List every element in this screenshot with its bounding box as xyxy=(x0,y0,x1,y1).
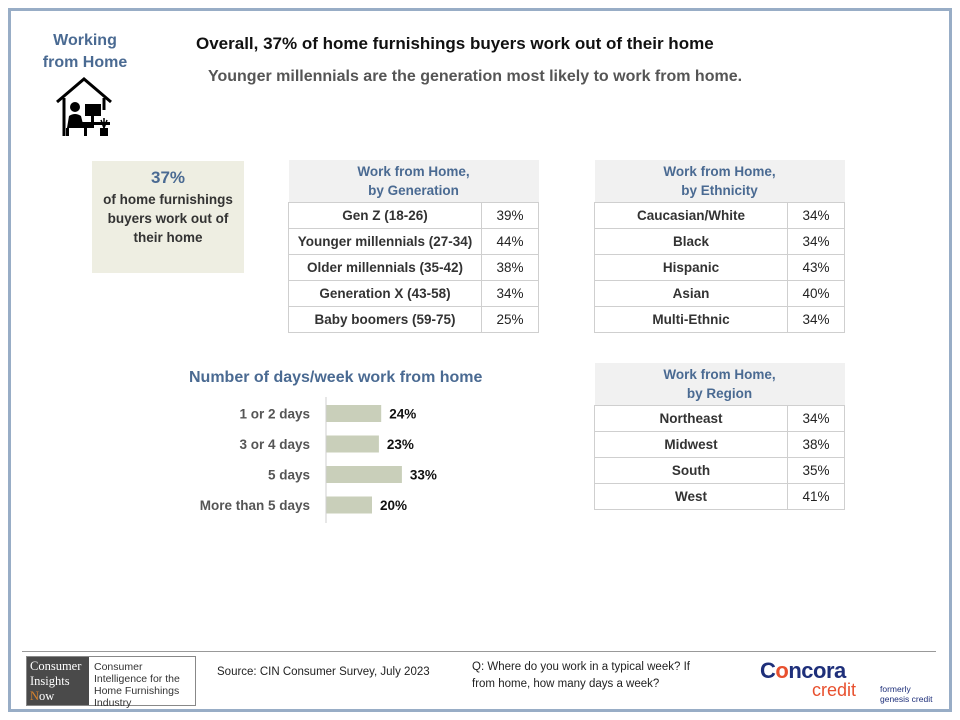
row-label: Caucasian/White xyxy=(595,203,788,229)
source-note: Source: CIN Consumer Survey, July 2023 xyxy=(217,666,430,678)
ethnicity-header-line1: Work from Home, xyxy=(663,164,776,179)
slide-frame xyxy=(8,8,952,712)
row-label: Gen Z (18-26) xyxy=(289,203,482,229)
ethnicity-table-header xyxy=(595,160,845,203)
data-label: 33% xyxy=(409,467,437,483)
row-value: 43% xyxy=(788,255,845,281)
formerly-line2: genesis credit xyxy=(880,694,933,704)
row-value: 34% xyxy=(788,203,845,229)
table-row xyxy=(289,255,539,281)
row-label: Multi-Ethnic xyxy=(595,307,788,333)
days-per-week-bar-chart xyxy=(180,395,460,525)
table-row xyxy=(595,458,845,484)
brand-rest: ncora xyxy=(788,658,846,683)
generation-table xyxy=(288,160,539,333)
overall-stat-box xyxy=(92,161,244,273)
row-label: Baby boomers (59-75) xyxy=(289,307,482,333)
table-row xyxy=(595,432,845,458)
ethnicity-table xyxy=(594,160,845,333)
category-label: More than 5 days xyxy=(199,498,310,513)
table-row xyxy=(289,203,539,229)
cin-tagline: Consumer Intelligence for the Home Furnishings Industry xyxy=(94,661,180,709)
badge-title-line1: Working xyxy=(53,32,117,49)
survey-question: Q: Where do you work in a typical week? If from home, how many days a week? xyxy=(472,661,690,690)
row-value: 38% xyxy=(788,432,845,458)
table-row xyxy=(595,484,845,510)
row-label: Hispanic xyxy=(595,255,788,281)
cin-logo-n: N xyxy=(30,689,40,703)
table-row xyxy=(595,255,845,281)
bar xyxy=(326,466,402,483)
table-row xyxy=(595,281,845,307)
credit-wordmark: credit xyxy=(812,680,857,700)
row-value: 38% xyxy=(482,255,539,281)
category-label: 1 or 2 days xyxy=(239,406,310,422)
ethnicity-header-line2: by Ethnicity xyxy=(681,183,758,198)
row-value: 25% xyxy=(482,307,539,333)
row-label: Midwest xyxy=(595,432,788,458)
work-from-home-icon xyxy=(54,76,114,138)
row-label: Older millennials (35-42) xyxy=(289,255,482,281)
cin-logo-ow: ow xyxy=(39,689,55,703)
cin-logo-line2: Insights xyxy=(30,674,70,688)
formerly-line1: formerly xyxy=(880,684,911,694)
data-label: 23% xyxy=(386,437,414,452)
row-label: South xyxy=(595,458,788,484)
table-row xyxy=(595,229,845,255)
row-value: 40% xyxy=(788,281,845,307)
cin-logo xyxy=(26,656,196,709)
row-value: 35% xyxy=(788,458,845,484)
region-table xyxy=(594,363,845,510)
bar xyxy=(326,436,379,453)
table-row xyxy=(289,281,539,307)
table-row xyxy=(289,229,539,255)
region-header-line2: by Region xyxy=(686,386,753,401)
subtitle: Younger millennials are the generation most likely to work from home. xyxy=(208,68,743,85)
brand-c: C xyxy=(760,658,776,683)
data-label: 24% xyxy=(389,406,417,422)
category-label: 5 days xyxy=(267,467,310,483)
overall-stat-percent: 37% xyxy=(150,168,186,187)
cin-logo-mark xyxy=(27,657,89,705)
cin-logo-line3 xyxy=(30,689,86,704)
brand-o: o xyxy=(775,658,789,683)
region-table-header xyxy=(595,363,845,406)
row-value: 34% xyxy=(788,229,845,255)
formerly-note xyxy=(880,684,932,704)
overall-stat-text: of home furnishings buyers work out of their home xyxy=(103,192,233,245)
cin-logo-line1: Consumer xyxy=(30,659,82,673)
row-value: 44% xyxy=(482,229,539,255)
table-row xyxy=(595,307,845,333)
region-header-line1: Work from Home, xyxy=(663,367,776,382)
row-value: 34% xyxy=(788,406,845,432)
table-row xyxy=(595,203,845,229)
footer-divider xyxy=(22,651,936,652)
main-title: Overall, 37% of home furnishings buyers work out of their home xyxy=(196,34,714,53)
category-label: 3 or 4 days xyxy=(239,437,310,452)
row-label: Black xyxy=(595,229,788,255)
concora-credit-logo xyxy=(760,656,880,702)
row-label: Younger millennials (27-34) xyxy=(289,229,482,255)
data-label: 20% xyxy=(380,498,408,513)
generation-header-line2: by Generation xyxy=(368,183,459,198)
row-value: 41% xyxy=(788,484,845,510)
bar xyxy=(326,497,372,514)
row-value: 34% xyxy=(788,307,845,333)
generation-table-header xyxy=(289,160,539,203)
table-row xyxy=(289,307,539,333)
generation-header-line1: Work from Home, xyxy=(357,164,470,179)
row-label: West xyxy=(595,484,788,510)
row-label: Asian xyxy=(595,281,788,307)
row-label: Northeast xyxy=(595,406,788,432)
row-label: Generation X (43-58) xyxy=(289,281,482,307)
badge-title-line2: from Home xyxy=(42,54,128,71)
row-value: 34% xyxy=(482,281,539,307)
badge-title xyxy=(30,30,140,74)
bar xyxy=(326,405,381,422)
row-value: 39% xyxy=(482,203,539,229)
chart-title: Number of days/week work from home xyxy=(189,369,483,386)
table-row xyxy=(595,406,845,432)
